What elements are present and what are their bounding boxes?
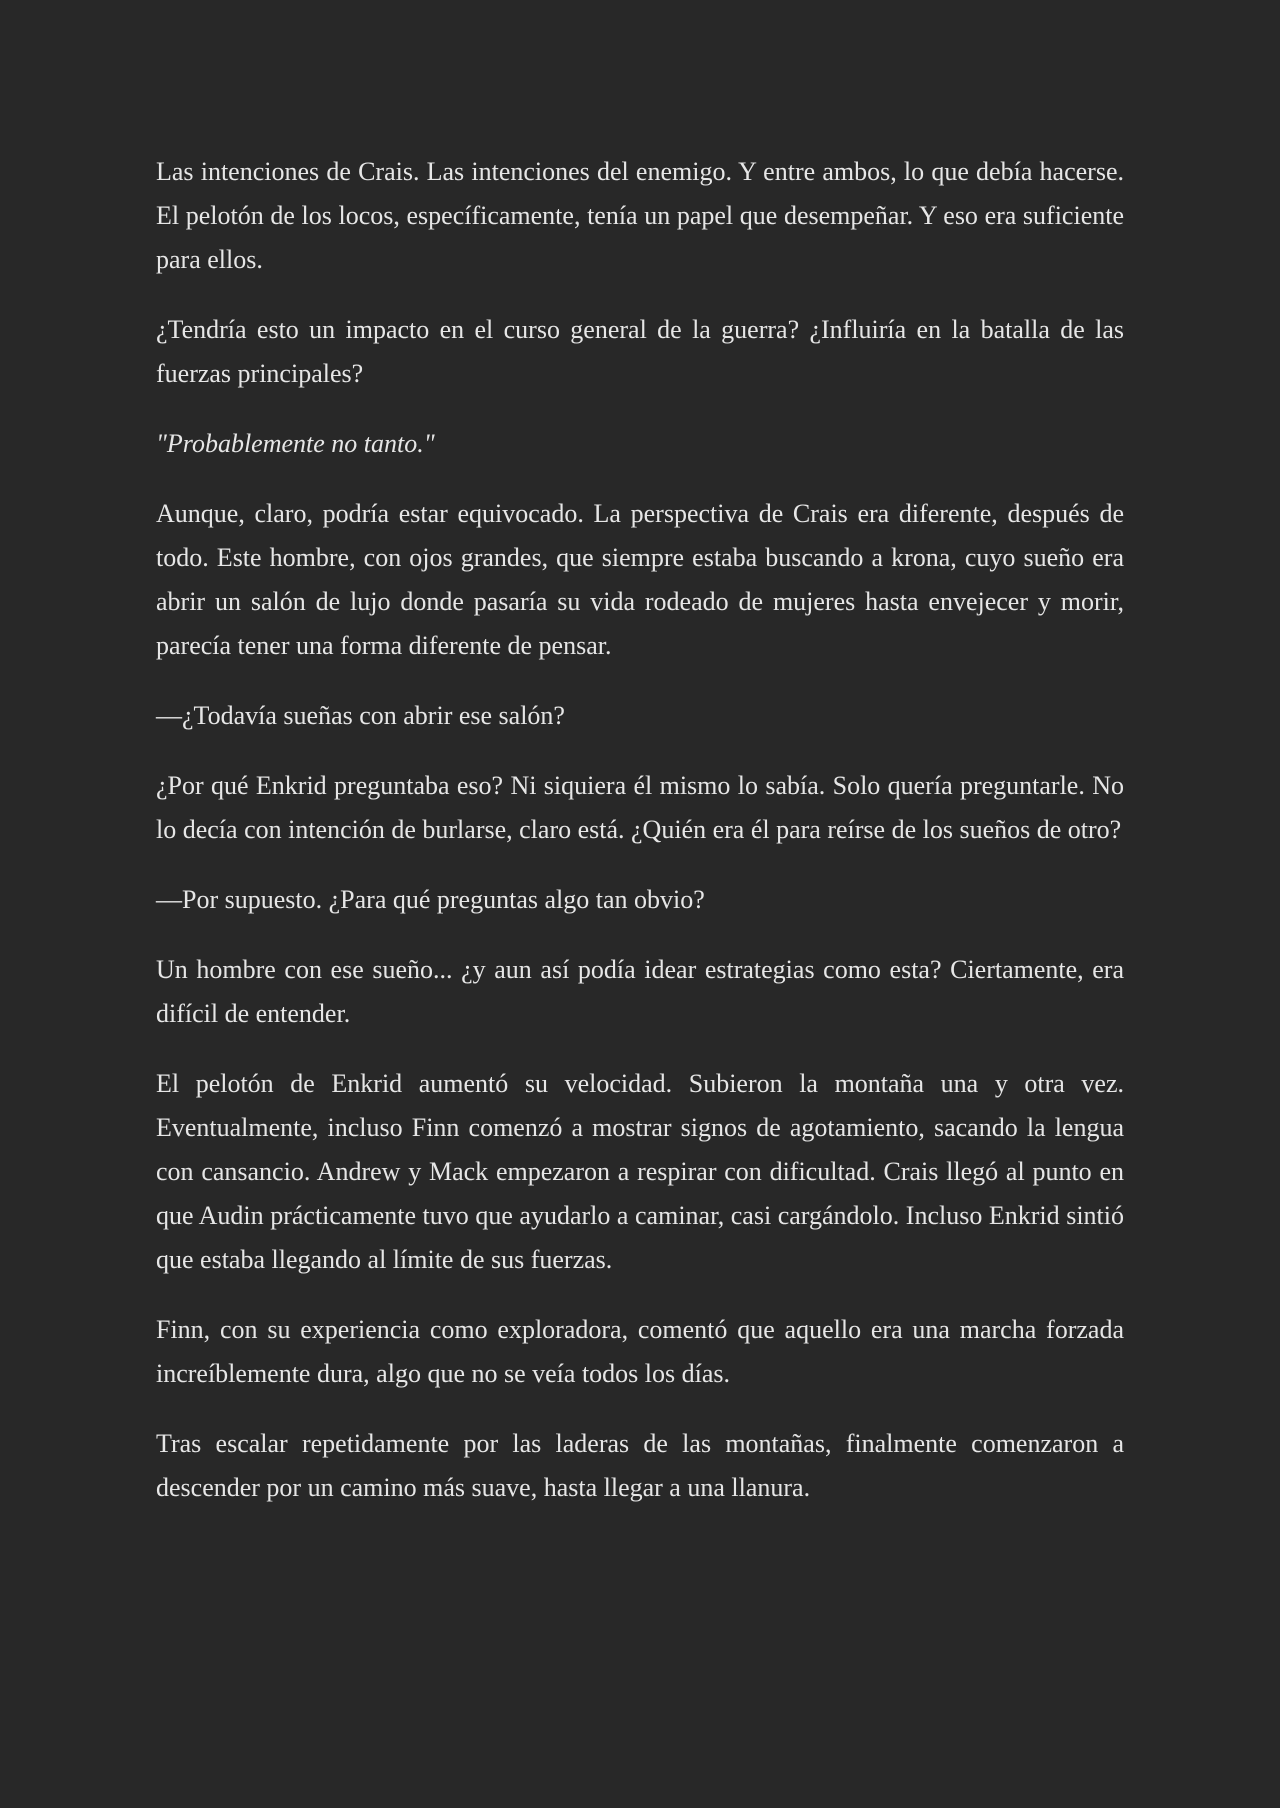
paragraph-thought: "Probablemente no tanto."	[156, 429, 435, 458]
paragraph: ¿Por qué Enkrid preguntaba eso? Ni siquiera él mismo lo sabía. Solo quería preguntarle. No lo decía con intención de burlarse, claro está. ¿Quién era él para reírse de los sueños de otro?	[156, 771, 1124, 844]
paragraph: Las intenciones de Crais. Las intenciones del enemigo. Y entre ambos, lo que debía hacerse. El pelotón de los locos, específicamente, tenía un papel que desempeñar. Y eso era suficiente para ellos.	[156, 157, 1124, 274]
paragraph-dialogue: —¿Todavía sueñas con abrir ese salón?	[156, 701, 565, 730]
paragraph: Tras escalar repetidamente por las laderas de las montañas, finalmente comenzaron a descender por un camino más suave, hasta llegar a una llanura.	[156, 1429, 1124, 1502]
paragraph: Aunque, claro, podría estar equivocado. La perspectiva de Crais era diferente, después de todo. Este hombre, con ojos grandes, que siempre estaba buscando a krona, cuyo sueño era abrir un salón de lujo donde pasaría su vida rodeado de mujeres hasta envejecer y morir, parecía tener una forma diferente de pensar.	[156, 499, 1124, 660]
paragraph: El pelotón de Enkrid aumentó su velocidad. Subieron la montaña una y otra vez. Eventualmente, incluso Finn comenzó a mostrar signos de agotamiento, sacando la lengua con cansancio. Andrew y Mack empezaron a respirar con dificultad. Crais llegó al punto en que Audin prácticamente tuvo que ayudarlo a caminar, casi cargándolo. Incluso Enkrid sintió que estaba llegando al límite de sus fuerzas.	[156, 1069, 1124, 1274]
paragraph-dialogue: —Por supuesto. ¿Para qué preguntas algo tan obvio?	[156, 885, 705, 914]
paragraph: Finn, con su experiencia como exploradora, comentó que aquello era una marcha forzada increíblemente dura, algo que no se veía todos los días.	[156, 1315, 1124, 1388]
paragraph: ¿Tendría esto un impacto en el curso general de la guerra? ¿Influiría en la batalla de las fuerzas principales?	[156, 315, 1124, 388]
chapter-text	[156, 150, 1124, 1510]
paragraph: Un hombre con ese sueño... ¿y aun así podía idear estrategias como esta? Ciertamente, era difícil de entender.	[156, 955, 1124, 1028]
